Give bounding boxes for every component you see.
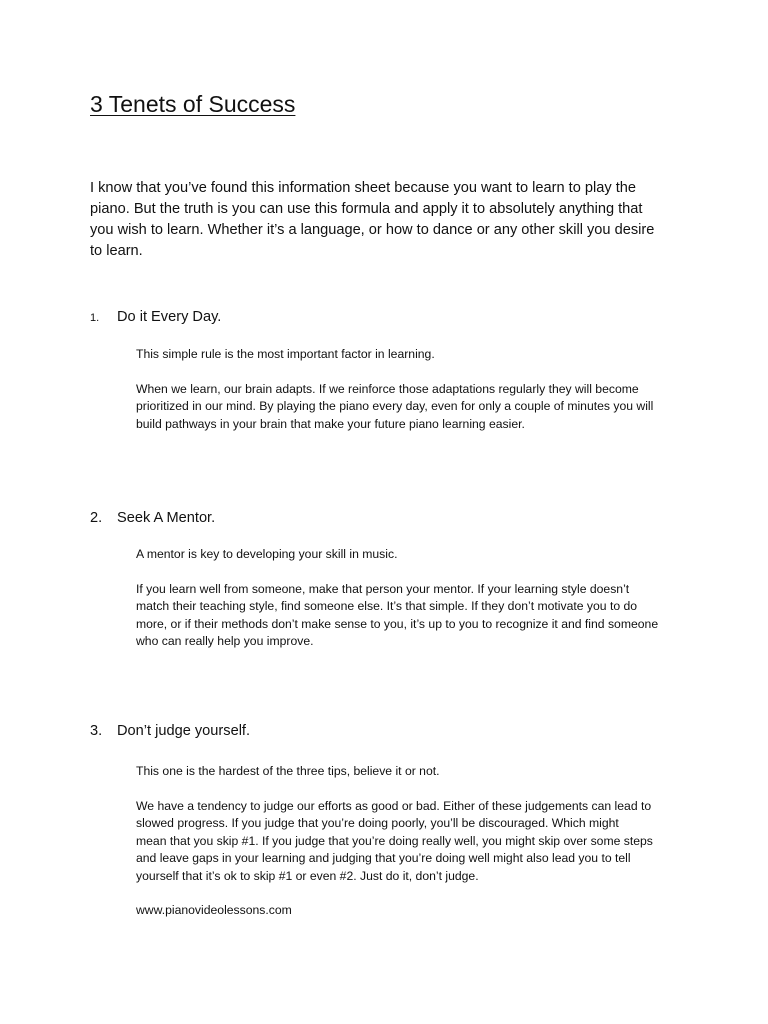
tenet-number: 1. <box>90 312 100 324</box>
detail-line: We have a tendency to judge our efforts as good or bad. Either of these judgements can lead to <box>136 798 652 813</box>
tenet-lead: This one is the hardest of the three tips, believe it or not. <box>136 764 440 778</box>
tenet-title: Don’t judge yourself. <box>117 723 251 739</box>
detail-line: mean that you skip #1. If you judge that you’re doing really well, you might skip over some steps <box>136 833 653 848</box>
detail-line: more, or if their methods don’t make sense to you, it’s up to you to recognize it and find someone <box>136 616 659 631</box>
tenet-lead: A mentor is key to developing your skill in music. <box>136 547 398 561</box>
detail-line: yourself that it’s ok to skip #1 or even #2. Just do it, don’t judge. <box>136 868 479 883</box>
tenet-3-body <box>136 763 681 920</box>
intro-line: piano. But the truth is you can use this formula and apply it to absolutely anything that <box>90 201 643 217</box>
detail-line: build pathways in your brain that make your future piano learning easier. <box>136 416 525 431</box>
detail-line: If you learn well from someone, make that person your mentor. If your learning style doesn’t <box>136 581 630 596</box>
tenet-1-body <box>136 346 681 433</box>
tenet-detail <box>136 381 681 434</box>
tenet-number: 3. <box>90 723 103 739</box>
intro-paragraph <box>90 178 690 262</box>
tenet-title: Seek A Mentor. <box>117 510 216 526</box>
tenet-2-heading <box>90 510 215 526</box>
detail-line: slowed progress. If you judge that you’re doing poorly, you’ll be discouraged. Which might <box>136 816 619 830</box>
intro-line: I know that you’ve found this information sheet because you want to learn to play the <box>90 180 636 196</box>
intro-line: you wish to learn. Whether it’s a language, or how to dance or any other skill you desire <box>90 222 655 238</box>
detail-line: match their teaching style, find someone else. It’s that simple. If they don’t motivate you to do <box>136 599 638 613</box>
page-title: 3 Tenets of Success <box>90 91 296 117</box>
detail-line: who can really help you improve. <box>136 634 314 648</box>
tenet-detail <box>136 581 681 651</box>
footer-url: www.pianovideolessons.com <box>136 903 292 917</box>
detail-line: When we learn, our brain adapts. If we reinforce those adaptations regularly they will become <box>136 381 639 396</box>
detail-line: and leave gaps in your learning and judging that you’re doing well might also lead you to tell <box>136 851 631 865</box>
tenet-number: 2. <box>90 510 103 526</box>
tenet-1-heading <box>90 309 221 325</box>
intro-line: to learn. <box>90 243 143 259</box>
tenet-3-heading <box>90 723 250 739</box>
tenet-2-body <box>136 546 681 651</box>
tenet-lead: This simple rule is the most important factor in learning. <box>136 347 435 361</box>
tenet-title: Do it Every Day. <box>117 309 222 325</box>
detail-line: prioritized in our mind. By playing the piano every day, even for only a couple of minutes you will <box>136 399 654 413</box>
tenet-detail <box>136 798 681 886</box>
